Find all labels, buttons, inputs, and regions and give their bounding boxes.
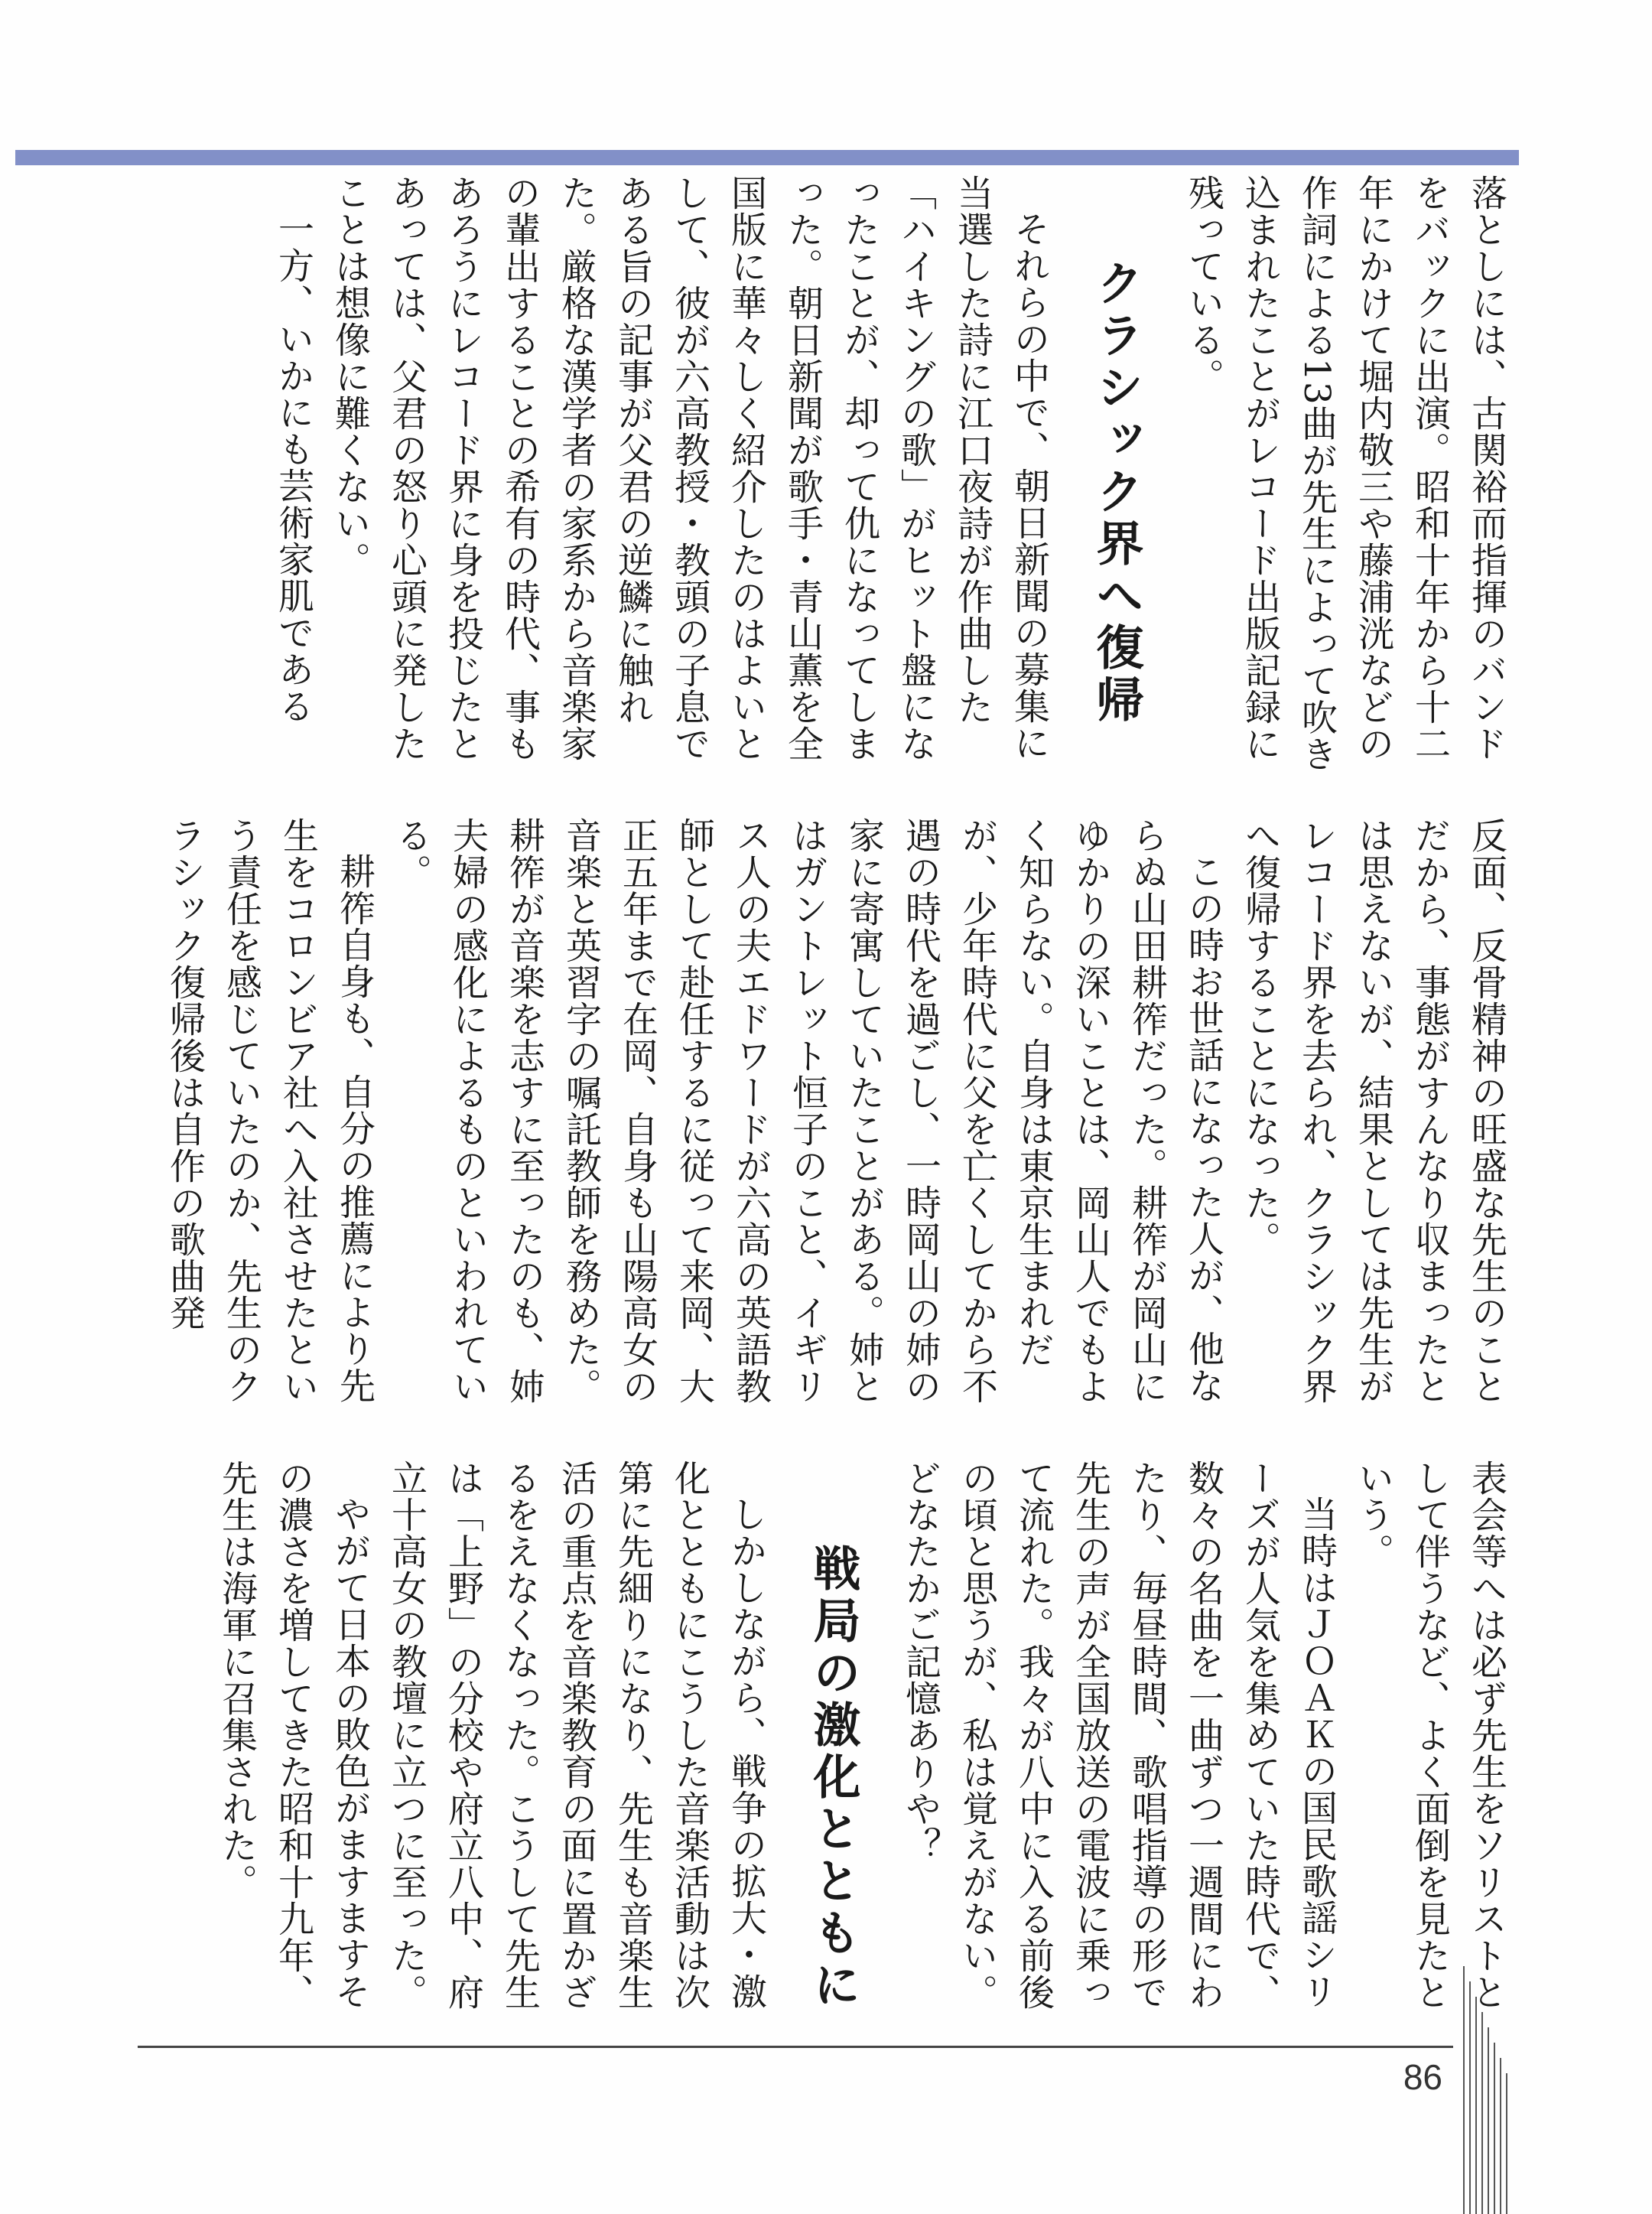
paragraph: 当時はＪＯＡＫの国民歌謡シリーズが人気を集めていた時代で、数々の名曲を一曲ずつ一週間にわたり、毎昼時間、歌唱指導の形で先生の声が全国放送の電波に乗って流れた。我々が八中に入る前後の頃と思うが、私は覚えがない。どなたかご記憶ありや？ [899,1460,1338,2011]
paragraph: 耕筰自身も、自分の推薦により先生をコロンビア社へ入社させたという責任を感じていたのか、先生のクラシック復帰後は自作の歌曲発 [164,817,376,1405]
text-tier-middle [164,817,1514,1421]
section-heading-classic-return: クラシック界へ復帰 [1088,259,1144,727]
header-color-band [15,150,1519,165]
paragraph: 一方、いかにも芸術家肌である [272,210,314,724]
paragraph: 落としには、古関裕而指揮のバンドをバックに出演。昭和十年から十二年にかけて堀内敬三や藤浦洸などの作詞による13曲が先生によって吹き込まれたことがレコード出版記録に残っている。 [1182,174,1507,773]
paragraph: しかしながら、戦争の拡大・激化とともにこうした音楽活動は次第に先細りになり、先生も音楽生活の重点を音楽教育の面に置かざるをえなくなった。こうして先生は「上野」の分校や府立八中、府立十高女の教壇に立つに至った。 [385,1460,767,2011]
footer-rule [138,2046,1453,2048]
paragraph: やがて日本の敗色がますますその濃さを増してきた昭和十九年、先生は海軍に召集された。 [216,1460,371,2011]
paragraph: 表会等へは必ず先生をソリストとして伴うなど、よく面倒を見たという。 [1352,1460,1507,2011]
paragraph: 反面、反骨精神の旺盛な先生のことだから、事態がすんなり収まったとは思えないが、結果としては先生がレコード界を去られ、クラシック界へ復帰することになった。 [1239,817,1507,1405]
section-heading-war: 戦局の激化とともに [805,1544,861,2012]
paragraph: それらの中で、朝日新聞の募集に当選した詩に江口夜詩が作曲した「ハイキングの歌」がヒット盤になったことが、却って仇になってしまった。朝日新聞が歌手・青山薫を全国版に華々しく紹介したのはよいとして、彼が六高教授・教頭の子息である旨の記事が父君の逆鱗に触れた。厳格な漢学者の家系から音楽家の輩出することの希有の時代、事もあろうにレコード界に身を投じたとあっては、父君の怒り心頭に発したことは想像に難くない。 [329,174,1050,762]
paragraph: この時お世話になった人が、他ならぬ山田耕筰だった。耕筰が岡山にゆかりの深いことは、岡山人でもよく知らない。自身は東京生まれだが、少年時代に父を亡くしてから不遇の時代を過ごし、一時岡山の姉の家に寄寓していたことがある。姉とはガントレット恒子のこと、イギリス人の夫エドワードが六高の英語教師として赴任するに従って来岡、大正五年まで在岡、自身も山陽高女の音楽と英習字の嘱託教師を務めた。耕筰が音楽を志すに至ったのも、姉夫婦の感化によるものといわれている。 [390,817,1224,1405]
edge-decoration-lines [1461,1966,1514,2214]
text-tier-bottom [216,1460,1514,2026]
page-number: 86 [1403,2057,1442,2097]
text-tier-top [107,174,1514,779]
